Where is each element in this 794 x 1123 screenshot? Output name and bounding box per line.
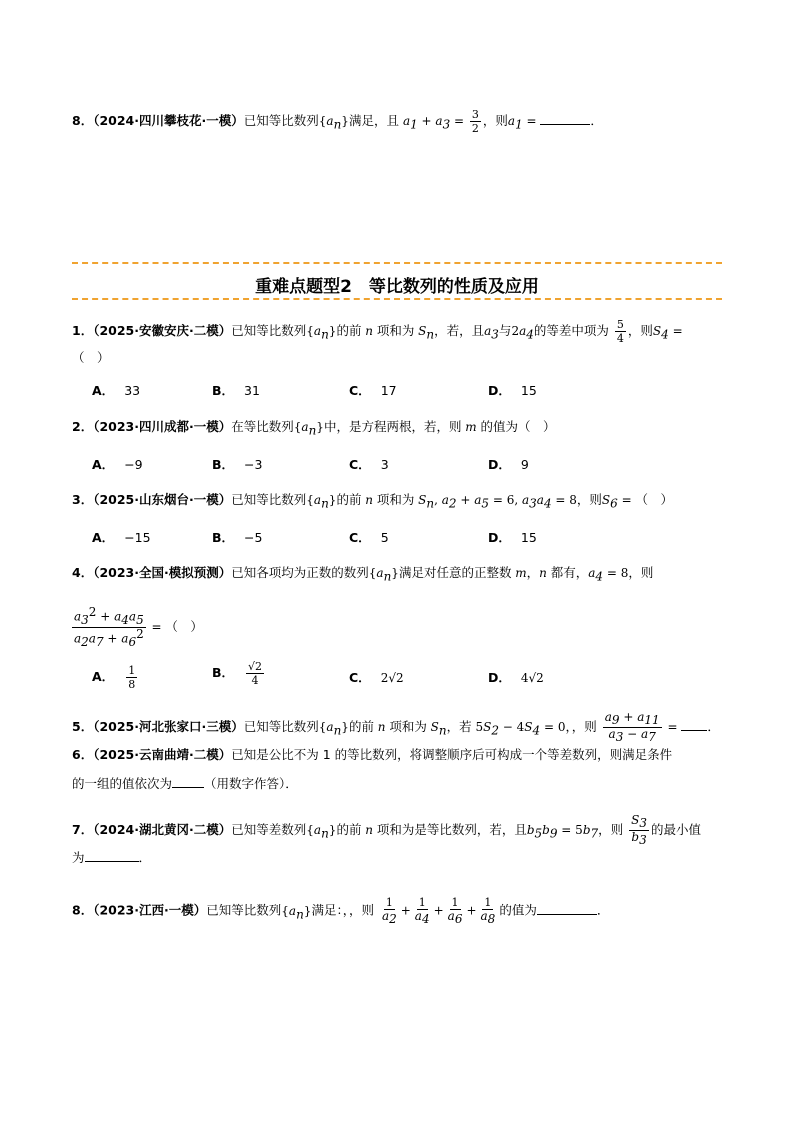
option-a[interactable]: A． $\frac{1}{8}$ — [92, 664, 136, 691]
option-a[interactable]: A． −9 — [92, 457, 143, 472]
question-3: 3．（2025·山东烟台·一模）已知等比数列$\{a_n\}$的前 n 项和为 $S_n$, $a_2 + a_5 = 6$, $a_3a_4 = 8$，则$S_6$ = （ ） — [72, 492, 673, 511]
question-source: （2023·全国·模拟预测） — [93, 565, 232, 580]
question-source: （2023·江西·一模） — [93, 902, 207, 918]
question-source: （2025·安徽安庆·二模） — [93, 323, 232, 338]
question-text: 满足，且 — [348, 113, 399, 128]
question-6: 6．（2025·云南曲靖·二模）已知是公比不为 1 的等比数列，将调整顺序后可构成一个等差数列，则满足条件 — [72, 747, 673, 762]
question-4-expression: $\frac{a_3^2 + a_4a_5}{a_2a_7 + a_6^2}$ = （ ） — [74, 605, 203, 649]
question-2: 2．（2023·四川成都·一模）在等比数列$\{a_n\}$中，是方程两根，若，则 m 的值为（ ） — [72, 419, 556, 438]
question-1-paren: （ ） — [72, 350, 110, 365]
answer-blank[interactable] — [681, 718, 707, 731]
option-b[interactable]: B． $\frac{√2}{4}$ — [212, 660, 263, 687]
section-divider-top — [72, 262, 722, 264]
question-text: 已知等比数列 — [243, 113, 319, 128]
answer-blank[interactable] — [540, 112, 590, 125]
option-c[interactable]: C． 17 — [349, 383, 397, 398]
question-8: 8．（2023·江西·一模）已知等比数列$\{a_n\}$满足：，，则 $\frac{1}{a_2}$ + $\frac{1}{a_4}$ + $\frac{1}{a_6}$ + $\frac{1}{a_8}$ 的值为 ． — [72, 896, 610, 927]
option-d[interactable]: D． 4√2 — [488, 670, 544, 685]
question-source: （2025·山东烟台·一模） — [93, 492, 232, 507]
section-divider-bottom — [72, 298, 722, 300]
option-c[interactable]: C． 5 — [349, 530, 389, 545]
option-a[interactable]: A． −15 — [92, 530, 151, 545]
answer-blank[interactable] — [172, 775, 204, 788]
option-a[interactable]: A． 33 — [92, 383, 141, 398]
option-c[interactable]: C． 3 — [349, 457, 389, 472]
option-b[interactable]: B． 31 — [212, 383, 260, 398]
question-6-cont: 的一组的值依次为 （用数字作答）． — [72, 776, 298, 791]
question-7-cont: 为 ． — [72, 850, 152, 865]
question-4: 4．（2023·全国·模拟预测）已知各项均为正数的数列$\{a_n\}$满足对任意的正整数 m，n 都有，$a_4 = 8$，则 — [72, 565, 654, 584]
answer-blank[interactable] — [85, 849, 139, 862]
option-c[interactable]: C． 2√2 — [349, 670, 404, 685]
question-number: 8． — [72, 113, 94, 128]
section-title: 重难点题型2 等比数列的性质及应用 — [255, 277, 539, 297]
question-source: （2024·湖北黄冈·二模） — [93, 822, 232, 838]
option-b[interactable]: B． −3 — [212, 457, 263, 472]
option-d[interactable]: D． 15 — [488, 383, 537, 398]
option-b[interactable]: B． −5 — [212, 530, 263, 545]
option-d[interactable]: D． 9 — [488, 457, 529, 472]
question-1: 1．（2025·安徽安庆·二模）已知等比数列$\{a_n\}$的前 n 项和为 $S_n$，若，且$a_3$与$2a_4$的等差中项为 $\frac{5}{4}$ ，则$S_4$ = — [72, 318, 683, 345]
question-5: 5．（2025·河北张家口·三模）已知等比数列$\{a_n\}$的前 n 项和为 $S_n$，若 $5S_2 - 4S_4 = 0$，，则 $\frac{a_9 + a_{11}}{a_3 - a_7}$ = ． — [72, 710, 720, 745]
question-source: （2024·四川攀枝花·一模） — [93, 113, 244, 128]
question-source: （2025·云南曲靖·二模） — [93, 747, 232, 762]
option-d[interactable]: D． 15 — [488, 530, 537, 545]
fraction: $\frac{3}{2}$ — [471, 108, 479, 135]
question-text: ，则 — [482, 113, 508, 128]
question-7: 7．（2024·湖北黄冈·二模）已知等差数列$\{a_n\}$的前 n 项和为是等比数列，若，且$b_5b_9 = 5b_7$，则 $\frac{S_3}{b_3}$ 的最小值 — [72, 813, 702, 848]
question-top-8: 8．（2024·四川攀枝花·一模）已知等比数列$\{a_n\}$满足，且 $a_1 + a_3$ = $\frac{3}{2}$ ，则$a_1$ = ． — [72, 108, 603, 135]
question-source: （2025·河北张家口·三模） — [93, 719, 244, 735]
answer-blank[interactable] — [537, 902, 597, 915]
question-source: （2023·四川成都·一模） — [93, 419, 232, 434]
